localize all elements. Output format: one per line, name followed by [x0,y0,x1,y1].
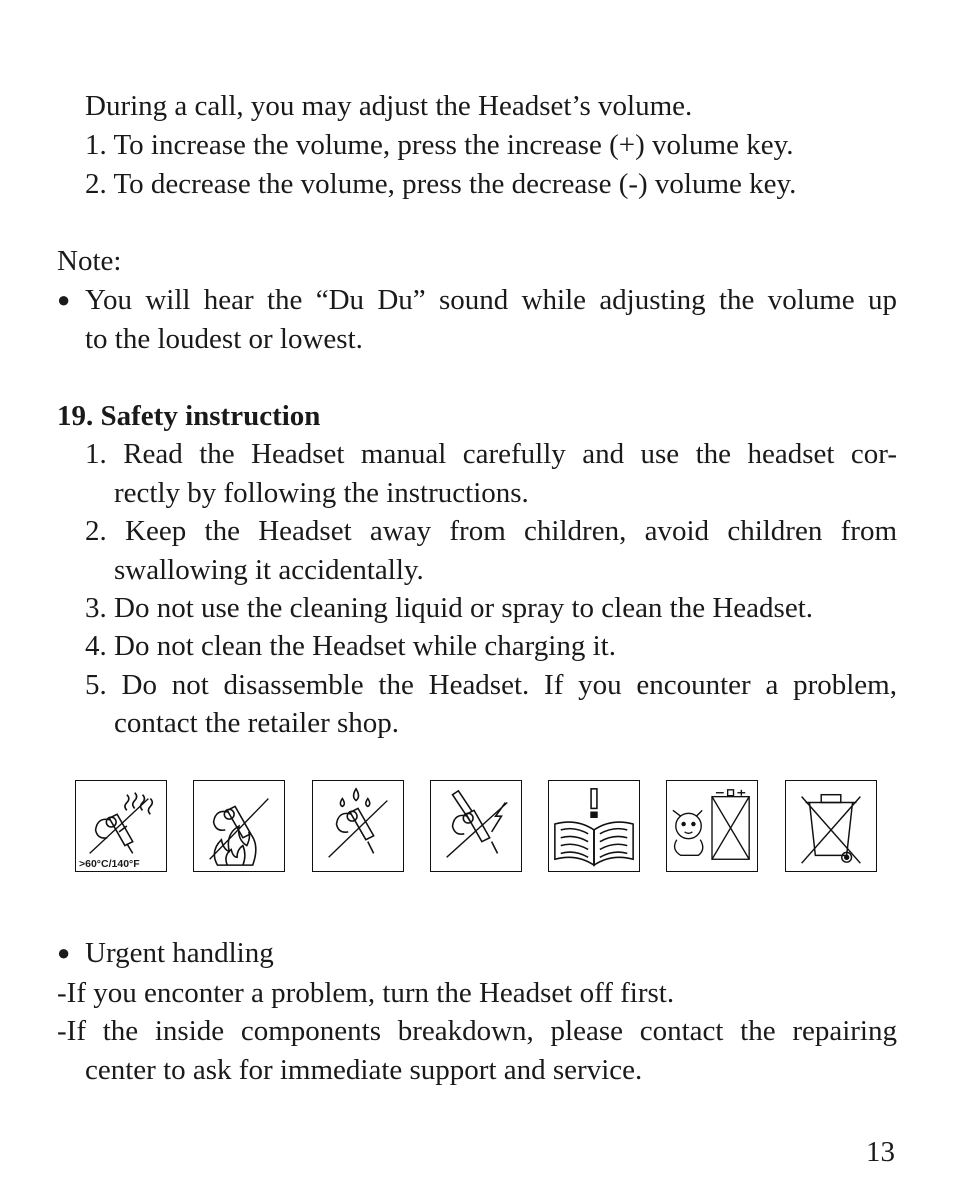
keep-from-children-icon [666,780,758,872]
heat-limit-label: >60°C/140°F [79,858,140,870]
note-bullet: ● [57,287,71,312]
no-fire-icon [193,780,285,872]
recycle-bin-crossed-icon [785,780,877,872]
safety-item-5-line1: 5. Do not disassemble the Headset. If you encounter a problem, [85,669,897,701]
read-manual-icon [548,780,640,872]
note-text-line2: to the loudest or lowest. [85,323,363,355]
safety-heading: 19. Safety instruction [57,400,321,432]
urgent-line2: -If the inside components breakdown, please contact the repairing [57,1015,897,1047]
urgent-line3: center to ask for immediate support and service. [85,1054,643,1086]
note-text-line1: You will hear the “Du Du” sound while adjusting the volume up [85,284,897,316]
safety-item-2-line1: 2. Keep the Headset away from children, avoid children from [85,515,897,547]
safety-item-3: 3. Do not use the cleaning liquid or spray to clean the Headset. [85,592,814,624]
safety-item-2-line2: swallowing it accidentally. [114,554,424,586]
safety-item-5-line2: contact the retailer shop. [114,707,400,739]
safety-item-4: 4. Do not clean the Headset while charging it. [85,630,616,662]
urgent-heading: Urgent handling [85,937,274,969]
urgent-bullet: ● [57,940,71,965]
heat-warning-icon [75,780,167,872]
safety-item-1-line2: rectly by following the instructions. [114,477,529,509]
volume-intro: During a call, you may adjust the Headset’s volume. [85,90,693,122]
note-heading: Note: [57,245,122,277]
no-electric-shock-icon [430,780,522,872]
page-number: 13 [866,1136,895,1168]
volume-step-increase: 1. To increase the volume, press the increase (+) volume key. [85,129,794,161]
safety-item-1-line1: 1. Read the Headset manual carefully and use the headset cor- [85,438,897,470]
no-liquid-icon [312,780,404,872]
volume-step-decrease: 2. To decrease the volume, press the decrease (-) volume key. [85,168,797,200]
urgent-line1: -If you enconter a problem, turn the Headset off first. [57,977,675,1009]
warning-icons-row [75,780,879,874]
